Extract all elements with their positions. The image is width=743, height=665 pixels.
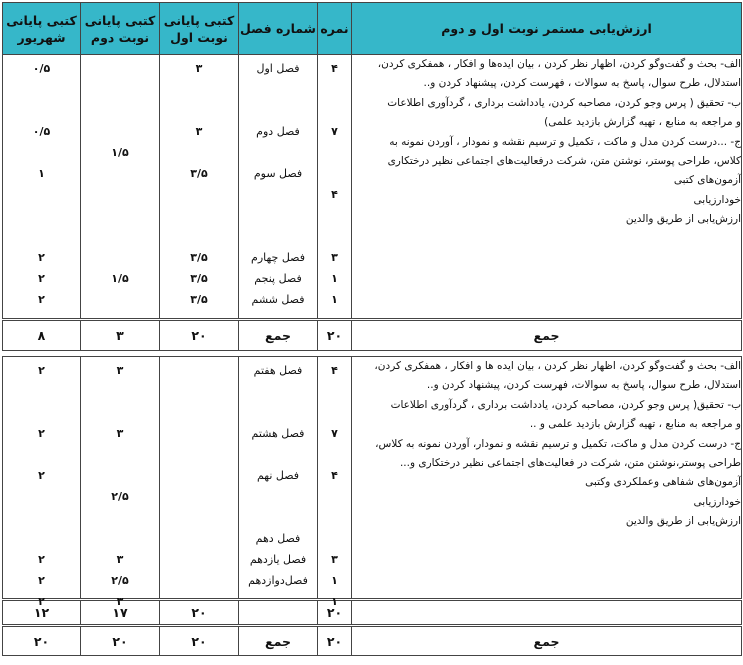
second-final-cell: ۱/۵ (111, 146, 129, 159)
chapter-cell: فصل نهم (256, 469, 300, 482)
section2-shahrivar (3, 357, 81, 608)
score-cell (318, 79, 351, 100)
shahrivar-cell: ۲ (38, 364, 45, 377)
chapter-cell (239, 444, 317, 465)
evaluation-table (2, 2, 742, 656)
shahrivar-cell: ۲ (38, 251, 45, 264)
first-final-cell (160, 528, 238, 549)
section2-second-final (81, 357, 160, 608)
chapter-cell: فصل دوم (256, 125, 300, 138)
evaluation-table-container (2, 2, 741, 663)
score-cell: ۳ (331, 553, 338, 566)
chapter-cell (239, 79, 317, 100)
grand-total-second-final: ۲۰ (81, 626, 160, 656)
shahrivar-cell (3, 142, 80, 163)
section1-first-final (160, 55, 239, 320)
first-final-cell (160, 79, 238, 100)
shahrivar-cell: ۲ (38, 427, 45, 440)
grand-total-chapter: جمع (239, 626, 318, 656)
score-cell: ۴ (331, 62, 338, 75)
chapter-cell (239, 226, 317, 247)
shahrivar-cell: ۱ (38, 167, 45, 180)
score-cell (318, 381, 351, 402)
shahrivar-cell (3, 486, 80, 507)
second-final-cell: ۲/۵ (111, 574, 129, 587)
section2-total-score: ۲۰ (318, 600, 352, 626)
shahrivar-cell: ۰/۵ (32, 62, 51, 75)
section2-chapters (239, 357, 318, 600)
score-cell: ۱ (331, 595, 338, 608)
shahrivar-cell (3, 79, 80, 100)
shahrivar-cell: ۰/۵ (32, 125, 51, 138)
second-final-cell (81, 444, 159, 465)
score-cell (318, 142, 351, 163)
score-cell (318, 486, 351, 507)
second-final-cell: ۳ (116, 364, 124, 377)
section2-row (3, 357, 742, 600)
grand-total-row (3, 626, 742, 656)
section1-total-label: جمع (352, 320, 742, 351)
header-row (3, 3, 742, 55)
shahrivar-cell: ۲ (38, 574, 45, 587)
second-final-cell: ۲/۵ (111, 490, 129, 503)
score-cell: ۴ (331, 364, 338, 377)
second-final-cell (81, 507, 159, 528)
score-cell: ۱ (331, 574, 338, 587)
score-cell (318, 226, 351, 247)
second-final-cell: ۳ (116, 595, 124, 608)
description-line: ب- تحقیق( پرس وجو کردن، مصاحبه کردن، یادداشت برداری ، گردآوری اطلاعات (390, 398, 741, 411)
first-final-cell: ۳/۵ (190, 272, 208, 285)
second-final-cell (81, 163, 159, 184)
chapter-cell: فصل چهارم (251, 251, 305, 264)
first-final-cell (160, 465, 238, 486)
description-line: و مراجعه به منابع ، تهیه گزارش بازدید علمی) (544, 116, 741, 129)
score-cell: ۷ (331, 125, 338, 138)
header-description: ارزش‌یابی مستمر نوبت اول و دوم (352, 3, 742, 55)
second-final-cell (81, 205, 159, 226)
grand-total-shahrivar: ۲۰ (3, 626, 81, 656)
shahrivar-cell: ۲ (38, 595, 45, 608)
chapter-cell: فصل هشتم (251, 427, 305, 440)
first-final-cell (160, 507, 238, 528)
shahrivar-cell (3, 184, 80, 205)
first-final-cell: ۳/۵ (190, 293, 208, 306)
score-cell: ۴ (331, 188, 338, 201)
description-line: ج- ...درست کردن مدل و ماکت ، تکمیل و ترسیم نقشه و نمودار ، آوردن نمونه به (389, 135, 741, 148)
shahrivar-cell (3, 402, 80, 423)
first-final-cell (160, 142, 238, 163)
first-final-cell (160, 444, 238, 465)
section1-row (3, 55, 742, 320)
chapter-cell: فصل سوم (253, 167, 303, 180)
chapter-cell: فصل پنجم (254, 272, 302, 285)
shahrivar-cell (3, 444, 80, 465)
second-final-cell (81, 247, 159, 268)
description-line: استدلال، طرح سوال، پاسخ به سوالات ، فهرست کردن، پیشنهاد کردن و.. (423, 77, 741, 90)
second-final-cell (81, 184, 159, 205)
grand-total-label: جمع (352, 626, 742, 656)
score-cell (318, 100, 351, 121)
header-first-final: کتبی پایانی نوبت اول (160, 3, 239, 55)
description-line: کلاس، طراحی پوستر، نوشتن متن، شرکت درفعالیت‌های اجتماعی نظیر درختکاری (387, 155, 741, 168)
second-final-cell: ۳ (116, 553, 124, 566)
chapter-cell (239, 205, 317, 226)
first-final-cell (160, 360, 238, 381)
first-final-cell (160, 205, 238, 226)
chapter-cell (239, 507, 317, 528)
section1-scores (318, 55, 352, 320)
section2-first-final (160, 357, 239, 600)
chapter-cell: فصل اول (256, 62, 300, 75)
chapter-cell (239, 486, 317, 507)
score-cell (318, 507, 351, 528)
description-line: الف- بحث و گفت‌وگو کردن، اظهار نظر کردن ، بیان ایده ها و افکار ، همفکری کردن، (374, 360, 741, 372)
description-line: آزمون‌های کتبی (673, 174, 741, 187)
chapter-cell (239, 402, 317, 423)
section2-total-first-final: ۲۰ (160, 600, 239, 626)
second-final-cell (81, 121, 159, 142)
score-cell (318, 163, 351, 184)
description-line: خودارزیابی (693, 193, 741, 206)
second-final-cell (81, 402, 159, 423)
second-final-cell (81, 381, 159, 402)
first-final-cell (160, 100, 238, 121)
section1-total-chapter: جمع (239, 320, 318, 351)
first-final-cell: ۳/۵ (190, 251, 208, 264)
score-cell (318, 444, 351, 465)
second-final-cell (81, 226, 159, 247)
score-cell: ۷ (331, 427, 338, 440)
description-line: ارزش‌یابی از طریق والدین (625, 515, 741, 528)
first-final-cell (160, 423, 238, 444)
section2-total-chapter (239, 600, 318, 626)
first-final-cell (160, 549, 238, 570)
first-final-cell (160, 226, 238, 247)
second-final-cell (81, 528, 159, 549)
header-score: نمره (318, 3, 352, 55)
description-line: استدلال، طرح سوال، پاسخ به سوالات، فهرست کردن، پیشنهاد کردن و.. (426, 379, 741, 392)
description-line: الف- بحث و گفت‌وگو کردن، اظهار نظر کردن ، بیان ایده‌ها و افکار ، همفکری کردن، (377, 58, 741, 70)
shahrivar-cell (3, 507, 80, 528)
section2-total-second-final: ۱۷ (81, 600, 160, 626)
score-cell (318, 528, 351, 549)
shahrivar-cell (3, 528, 80, 549)
section2-total-label (352, 600, 742, 626)
description-line: آزمون‌های شفاهی وعملکردی وکتبی (585, 476, 741, 489)
score-cell: ۱ (331, 272, 338, 285)
first-final-cell (160, 402, 238, 423)
second-final-cell: ۱/۵ (111, 272, 129, 285)
section2-description (352, 357, 742, 600)
section2-total-row (3, 600, 742, 626)
second-final-cell (81, 100, 159, 121)
first-final-cell (160, 381, 238, 402)
header-second-final: کتبی پایانی نوبت دوم (81, 3, 160, 55)
chapter-cell: فصل دهم (255, 532, 301, 545)
score-cell (318, 402, 351, 423)
description-line: ارزش‌یابی از طریق والدین (625, 213, 741, 226)
chapter-cell: فصل ششم (251, 293, 305, 306)
description-line: ب- تحقیق ( پرس وجو کردن، مصاحبه کردن، یادداشت برداری ، گردآوری اطلاعات (387, 96, 741, 109)
section1-description (352, 55, 742, 320)
score-cell: ۳ (331, 251, 338, 264)
grand-total-score: ۲۰ (318, 626, 352, 656)
description-line: و مراجعه به منابع ، تهیه گزارش بازدید علمی و .. (529, 418, 741, 431)
first-final-cell (160, 184, 238, 205)
shahrivar-cell: ۲ (38, 272, 45, 285)
chapter-cell (239, 142, 317, 163)
score-cell: ۴ (331, 469, 338, 482)
score-cell: ۱ (331, 293, 338, 306)
section1-second-final (81, 55, 160, 320)
section2-scores (318, 357, 352, 608)
header-chapter: شماره فصل (239, 3, 318, 55)
chapter-cell: فصل یازدهم (249, 553, 307, 566)
description-line: خودارزیابی (693, 495, 741, 508)
first-final-cell (160, 486, 238, 507)
first-final-cell: ۳/۵ (190, 167, 208, 180)
section1-total-second-final: ۳ (81, 320, 160, 351)
section2-total-shahrivar: ۱۲ (3, 600, 81, 626)
second-final-cell (81, 289, 159, 310)
first-final-cell: ۳ (195, 62, 203, 75)
score-cell (318, 205, 351, 226)
chapter-cell: فصل هفتم (253, 364, 303, 377)
first-final-cell (160, 570, 238, 591)
header-shahrivar: کتبی پایانی شهریور (3, 3, 81, 55)
shahrivar-cell (3, 100, 80, 121)
shahrivar-cell: ۲ (38, 293, 45, 306)
description-line: طراحی پوستر،نوشتن متن، شرکت در فعالیت‌های اجتماعی نظیر درختکاری و... (399, 457, 741, 470)
section1-total-first-final: ۲۰ (160, 320, 239, 351)
grand-total-first-final: ۲۰ (160, 626, 239, 656)
chapter-cell (239, 184, 317, 205)
shahrivar-cell (3, 205, 80, 226)
chapter-cell: فصل‌دوازدهم (248, 574, 308, 587)
second-final-cell: ۳ (116, 427, 124, 440)
chapter-cell (239, 381, 317, 402)
section1-shahrivar (3, 55, 81, 320)
section1-total-shahrivar: ۸ (3, 320, 81, 351)
section1-chapters (239, 55, 318, 320)
second-final-cell (81, 58, 159, 79)
shahrivar-cell (3, 226, 80, 247)
description-line: ج- درست کردن مدل و ماکت، تکمیل و ترسیم نقشه و نمودار، آوردن نمونه به کلاس، (375, 437, 741, 450)
shahrivar-cell: ۲ (38, 469, 45, 482)
second-final-cell (81, 79, 159, 100)
section1-total-row (3, 320, 742, 351)
first-final-cell: ۳ (195, 125, 203, 138)
shahrivar-cell (3, 381, 80, 402)
section1-total-score: ۲۰ (318, 320, 352, 351)
second-final-cell (81, 465, 159, 486)
chapter-cell (239, 100, 317, 121)
shahrivar-cell: ۲ (38, 553, 45, 566)
